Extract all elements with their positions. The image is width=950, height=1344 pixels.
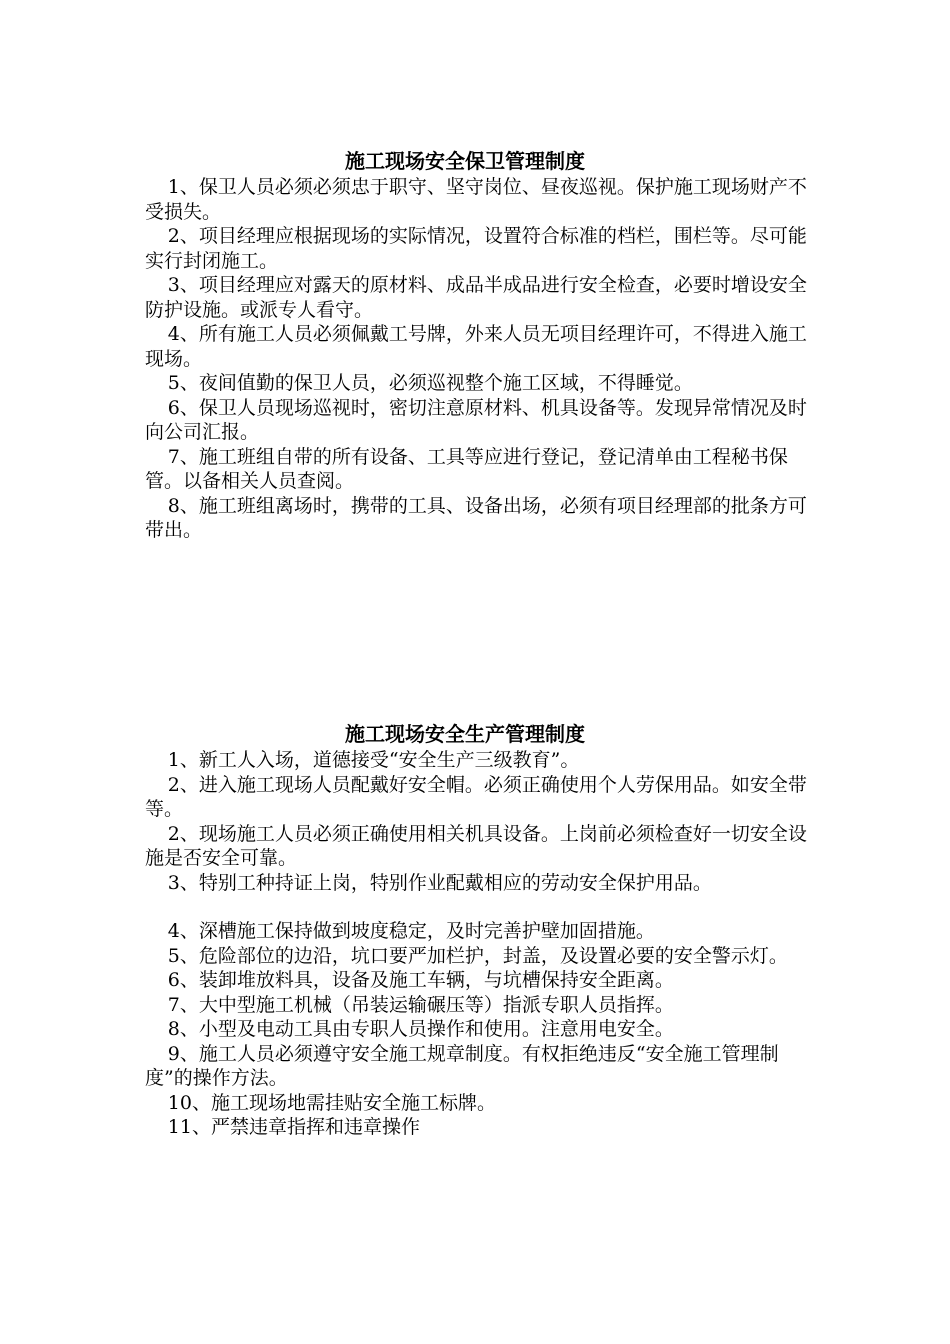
production-item-4: 3、特别工种持证上岗，特别作业配戴相应的劳动安全保护用品。 [167, 871, 712, 894]
production-item-8: 7、大中型施工机械（吊装运输碾压等）指派专职人员指挥。 [167, 993, 674, 1016]
production-item-10: 9、施工人员必须遵守安全施工规章制度。有权拒绝违反“安全施工管理制度”的操作方法。 [145, 1042, 779, 1089]
blank-line [145, 895, 825, 919]
security-item-1: 1、保卫人员必须必须忠于职守、坚守岗位、昼夜巡视。保护施工现场财产不受损失。 [145, 176, 807, 223]
security-item-4: 4、所有施工人员必须佩戴工号牌，外来人员无项目经理许可，不得进入施工现场。 [145, 323, 807, 370]
security-item-6: 6、保卫人员现场巡视时，密切注意原材料、机具设备等。发现异常情况及时向公司汇报。 [145, 396, 807, 443]
production-item-2: 2、进入施工现场人员配戴好安全帽。必须正确使用个人劳保用品。如安全带等。 [145, 773, 807, 820]
production-item-7: 6、装卸堆放料具，设备及施工车辆，与坑槽保持安全距离。 [167, 969, 674, 991]
security-item-3: 3、项目经理应对露天的原材料、成品半成品进行安全检查，必要时增设安全防护设施。或派专人看守。 [145, 274, 807, 321]
section-title-production: 施工现场安全生产管理制度 [345, 722, 585, 746]
production-item-5: 4、深槽施工保持做到坡度稳定，及时完善护壁加固措施。 [167, 920, 655, 942]
production-item-3: 2、现场施工人员必须正确使用相关机具设备。上岗前必须检查好一切安全设施是否安全可靠。 [145, 822, 807, 869]
production-item-11: 10、施工现场地需挂贴安全施工标牌。 [167, 1091, 496, 1114]
section-title-security: 施工现场安全保卫管理制度 [345, 149, 585, 173]
security-item-8: 8、施工班组离场时，携带的工具、设备出场，必须有项目经理部的批条方可带出。 [145, 494, 807, 541]
production-safety-section [145, 720, 825, 1140]
production-item-9: 8、小型及电动工具由专职人员操作和使用。注意用电安全。 [167, 1018, 674, 1040]
production-item-1: 1、新工人入场，道德接受“安全生产三级教育”。 [167, 749, 580, 771]
security-management-section [145, 147, 825, 543]
security-item-7: 7、施工班组自带的所有设备、工具等应进行登记，登记清单由工程秘书保管。以备相关人员查阅。 [145, 445, 788, 492]
production-item-12: 11、严禁违章指挥和违章操作 [167, 1116, 420, 1138]
security-item-2: 2、项目经理应根据现场的实际情况，设置符合标准的档栏，围栏等。尽可能实行封闭施工。 [145, 225, 807, 272]
production-item-6: 5、危险部位的边沿，坑口要严加栏护，封盖，及设置必要的安全警示灯。 [167, 944, 788, 967]
security-item-5: 5、夜间值勤的保卫人员，必须巡视整个施工区域，不得睡觉。 [167, 372, 693, 394]
